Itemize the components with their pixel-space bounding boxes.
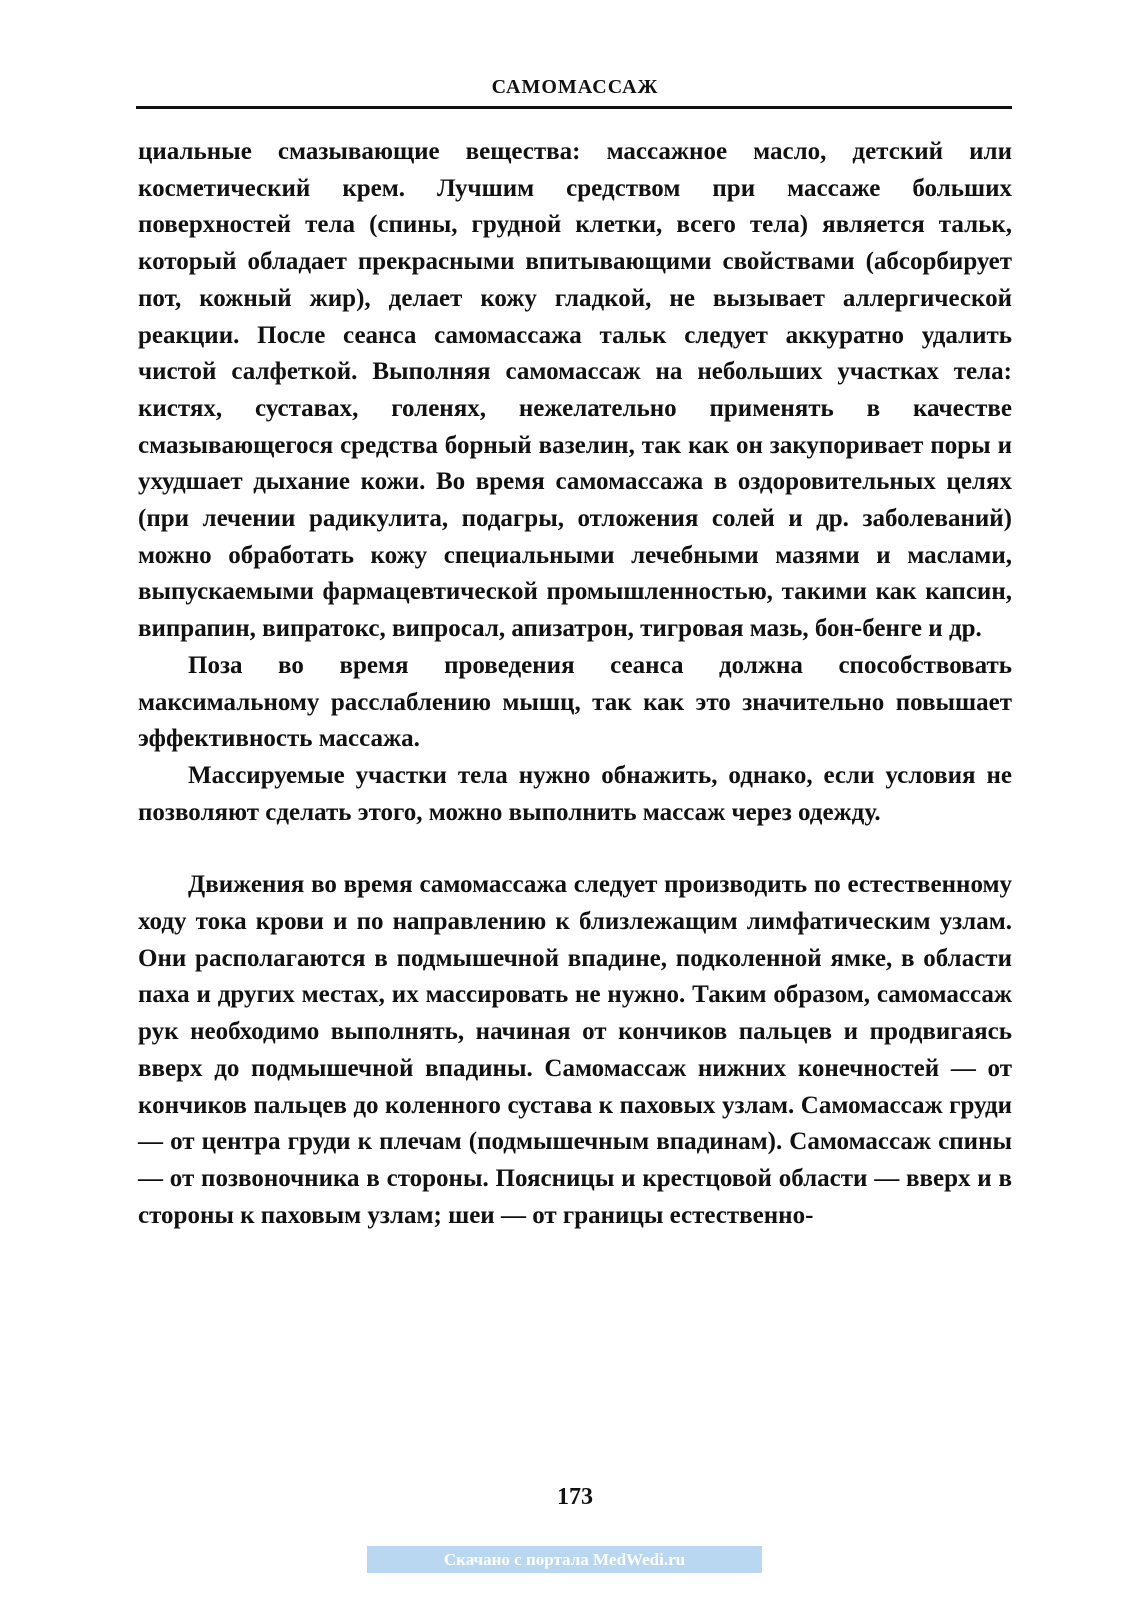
page-number: 173 xyxy=(557,1484,593,1510)
paragraph-pose: Поза во время проведения сеанса должна способствовать максимальному расслаблению мышц, так как это значительно повышает эффективность массажа. xyxy=(138,651,1012,753)
paragraph-continued: циальные смазывающие вещества: массажное масло, детский или косметический крем. Лучшим средством при массаже больших поверхностей тела (спины, грудной клетки, всего тела) является тальк, который обладает прекрасными впитывающими свойствами (абсорбирует пот, кожный жир), делает кожу гладкой, не вызывает аллергической реакции. После сеанса самомассажа тальк следует аккуратно удалить чистой салфеткой. Выполняя самомассаж на небольших участках тела: кистях, суставах, голенях, нежелательно применять в качестве смазывающегося средства борный вазелин, так как он закупоривает поры и ухудшает дыхание кожи. Во время самомассажа в оздоровительных целях (при лечении радикулита, подагры, отложения солей и др. заболеваний) можно обработать кожу специальными лечебными мазями и маслами, выпускаемыми фармацевтической промышленностью, такими как капсин, випрапин, випратокс, випросал, апизатрон, тигровая мазь, бон-бенге и др. xyxy=(138,138,1012,643)
header-rule xyxy=(136,106,1012,109)
paragraph-movements: Движения во время самомассажа следует производить по естественному ходу тока крови и по направлению к близлежащим лимфатическим узлам. Они располагаются в подмышечной впадине, подколенной ямке, в области паха и других местах, их массировать не нужно. Таким образом, самомассаж рук необходимо выполнять, начиная от кончиков пальцев и продвигаясь вверх до подмышечной впадины. Самомассаж нижних конечностей — от кончиков пальцев до коленного сустава к паховых узлам. Самомассаж груди — от центра груди к плечам (подмышечным впадинам). Самомассаж спины — от позвоночника в стороны. Поясницы и крестцовой области — вверх и в стороны к паховым узлам; шеи — от границы естественно- xyxy=(138,871,1012,1229)
running-header: САМОМАССАЖ xyxy=(491,76,659,98)
body-text xyxy=(138,134,1012,1234)
watermark-banner: Скачано с портала MedWedi.ru xyxy=(367,1546,762,1573)
paragraph-clothing: Массируемые участки тела нужно обнажить, однако, если условия не позволяют сделать этого, можно выполнить массаж через одежду. xyxy=(138,761,1012,826)
